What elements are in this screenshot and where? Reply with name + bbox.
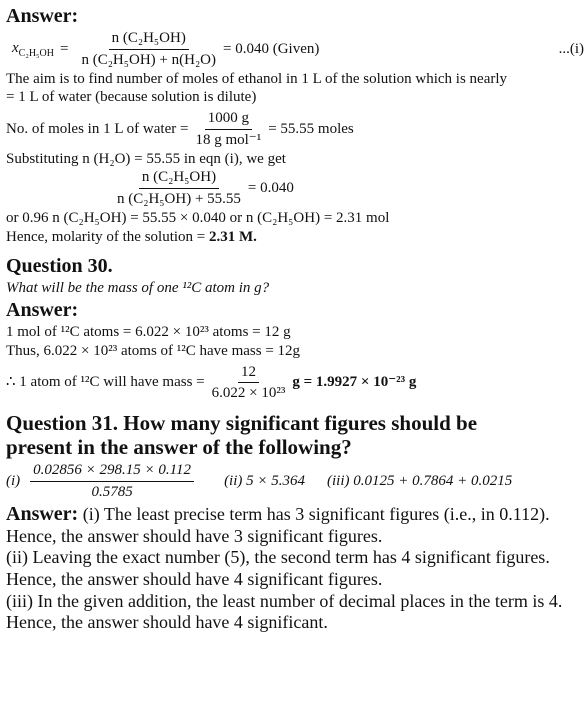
q30-mass-numerator: 12: [238, 363, 259, 384]
answer-heading-29: Answer:: [6, 5, 79, 27]
substituted-equation: [110, 168, 584, 209]
option-1-numerator: 0.02856 × 298.15 × 0.112: [30, 461, 194, 482]
q30-mass-label: ∴ 1 atom of ¹²C will have mass =: [6, 374, 205, 391]
option-1-denominator: 0.5785: [91, 484, 133, 501]
substitution-line: Substituting n (H₂O) = 55.55 in eqn (i), we get: [6, 150, 286, 167]
moles-of-water-numerator: 1000 g: [205, 109, 252, 130]
q30-line-2: Thus, 6.022 × 10²³ atoms of ¹²C have mass = 12g: [6, 342, 301, 359]
q30-mass-fraction: [209, 363, 289, 404]
moles-of-water-fraction: [192, 109, 264, 150]
solution-page: [6, 4, 584, 634]
answer-heading-30: Answer:: [6, 299, 79, 321]
mole-fraction-subscript: C₂H₅OH: [18, 47, 54, 59]
q30-mass-equation: [6, 363, 584, 404]
mole-fraction-fraction: [78, 29, 219, 70]
q31-answer-ii: (ii) Leaving the exact number (5), the second term has 4 significant figures. Hence, the answer should have 4 significant figures.: [6, 547, 550, 589]
option-3: (iii) 0.0125 + 0.7864 + 0.0215: [327, 473, 513, 490]
substituted-result: = 0.040: [247, 180, 294, 197]
q31-answer-i-text: (i) The least precise term has 3 significant figures (i.e., in 0.112). Hence, the answer should have 3 significant figures.: [6, 503, 550, 546]
molarity-prefix: Hence, molarity of the solution =: [6, 228, 206, 245]
question-31-options: [6, 461, 584, 502]
question-30-text: What will be the mass of one ¹²C atom in g?: [6, 280, 270, 297]
question-30-title: Question 30.: [6, 255, 113, 278]
mole-fraction-denominator: n (C₂H₅OH) + n(H₂O): [81, 51, 216, 68]
mole-fraction-equation: $x_{C_2H_5OH}$ = $\frac{\text{n (C₂H₅OH)}}{\text{n (C₂H₅OH) + n(H₂O)}}$ = 0.040 (Given) ...(i): [12, 30, 584, 68]
moles-of-water-denominator: 18 g mol⁻¹: [195, 131, 262, 148]
aim-line-1: The aim is to find number of moles of ethanol in 1 L of the solution which is nearly: [6, 70, 508, 87]
substituted-numerator: n (C₂H₅OH): [139, 168, 219, 189]
q31-answer-i: [6, 502, 584, 548]
molarity-value: 2.31 M.: [209, 228, 257, 245]
q31-answer-iii: (iii) In the given addition, the least number of decimal places in the term is 4. Hence, the answer should have 4 significant.: [6, 590, 563, 633]
moles-of-water-equation: [6, 109, 584, 150]
question-31-title-line-1: Question 31. How many significant figures should be: [6, 411, 478, 435]
molarity-line: [6, 228, 584, 247]
q30-mass-denominator: 6.022 × 10²³: [211, 385, 286, 402]
substituted-denominator: n (C₂H₅OH) + 55.55: [117, 191, 241, 207]
substituted-fraction: [114, 168, 244, 209]
equation-tag: ...(i): [558, 40, 584, 57]
aim-line-2: = 1 L of water (because solution is dilute): [6, 89, 257, 106]
mole-fraction-numerator: n (C₂H₅OH): [109, 29, 189, 50]
q30-line-1: 1 mol of ¹²C atoms = 6.022 × 10²³ atoms = 12 g: [6, 324, 291, 340]
mole-fraction-result: = 0.040 (Given): [223, 40, 320, 57]
option-2: (ii) 5 × 5.364: [224, 473, 306, 490]
moles-of-water-result: = 55.55 moles: [268, 120, 354, 137]
or-line: or 0.96 n (C₂H₅OH) = 55.55 × 0.040 or n (C₂H₅OH) = 2.31 mol: [6, 209, 390, 226]
option-1-label: (i): [6, 473, 21, 490]
moles-of-water-label: No. of moles in 1 L of water =: [6, 120, 189, 137]
question-31-title-line-2: present in the answer of the following?: [6, 435, 352, 460]
option-1-fraction: [30, 461, 194, 502]
mole-fraction-symbol: x: [12, 39, 19, 56]
q30-mass-result: g = 1.9927 × 10⁻²³ g: [292, 374, 417, 391]
answer-heading-31: Answer:: [6, 502, 79, 525]
